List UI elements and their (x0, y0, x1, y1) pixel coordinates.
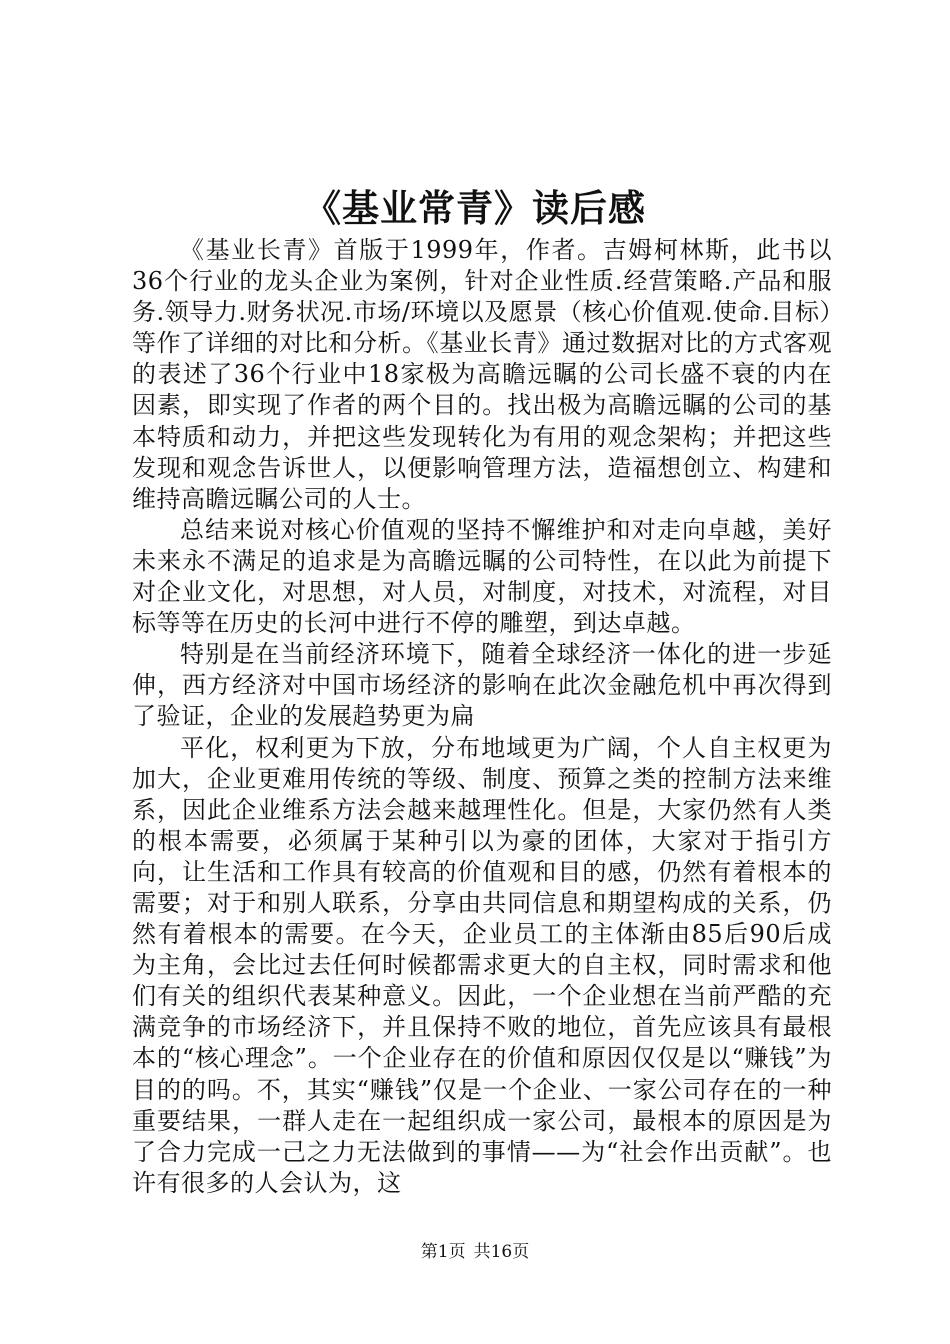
page-number: 第1页 (420, 1242, 466, 1262)
page-footer (0, 1240, 950, 1264)
document-body (132, 235, 832, 1199)
document-title: 《基业常青》读后感 (304, 186, 646, 230)
paragraph-4: 平化，权利更为下放，分布地域更为广阔，个人自主权更为加大，企业更难用传统的等级、制度、预算之类的控制方法来维系，因此企业维系方法会越来越理性化。但是，大家仍然有人类的根本需要，必须属于某种引以为豪的团体，大家对于指引方向，让生活和工作具有较高的价值观和目的感，仍然有着根本的需要；对于和别人联系，分享由共同信息和期望构成的关系，仍然有着根本的需要。在今天，企业员工的主体渐由85后90后成为主角，会比过去任何时候都需求更大的自主权，同时需求和他们有关的组织代表某种意义。因此，一个企业想在当前严酷的充满竞争的市场经济下，并且保持不败的地位，首先应该具有最根本的“核心理念”。一个企业存在的价值和原因仅仅是以“赚钱”为目的的吗。不，其实“赚钱”仅是一个企业、一家公司存在的一种重要结果，一群人走在一起组织成一家公司，最根本的原因是为了合力完成一己之力无法做到的事情——为“社会作出贡献”。也许有很多的人会认为，这 (132, 733, 832, 1197)
paragraph-3: 特别是在当前经济环境下，随着全球经济一体化的进一步延伸，西方经济对中国市场经济的影响在此次金融危机中再次得到了验证，企业的发展趋势更为扁 (132, 640, 832, 731)
page-total: 共16页 (473, 1242, 530, 1262)
paragraph-1: 《基业长青》首版于1999年，作者。吉姆柯林斯，此书以36个行业的龙头企业为案例，针对企业性质.经营策略.产品和服务.领导力.财务状况.市场/环境以及愿景（核心价值观.使命.目标）等作了详细的对比和分析。《基业长青》通过数据对比的方式客观的表述了36个行业中18家极为高瞻远瞩的公司长盛不衰的内在因素，即实现了作者的两个目的。找出极为高瞻远瞩的公司的基本特质和动力，并把这些发现转化为有用的观念架构；并把这些发现和观念告诉世人，以便影响管理方法，造福想创立、构建和维持高瞻远瞩公司的人士。 (132, 236, 832, 513)
paragraph-2: 总结来说对核心价值观的坚持不懈维护和对走向卓越，美好未来永不满足的追求是为高瞻远瞩的公司特性，在以此为前提下对企业文化，对思想，对人员，对制度，对技术，对流程，对目标等等在历史的长河中进行不停的雕塑，到达卓越。 (132, 515, 832, 638)
